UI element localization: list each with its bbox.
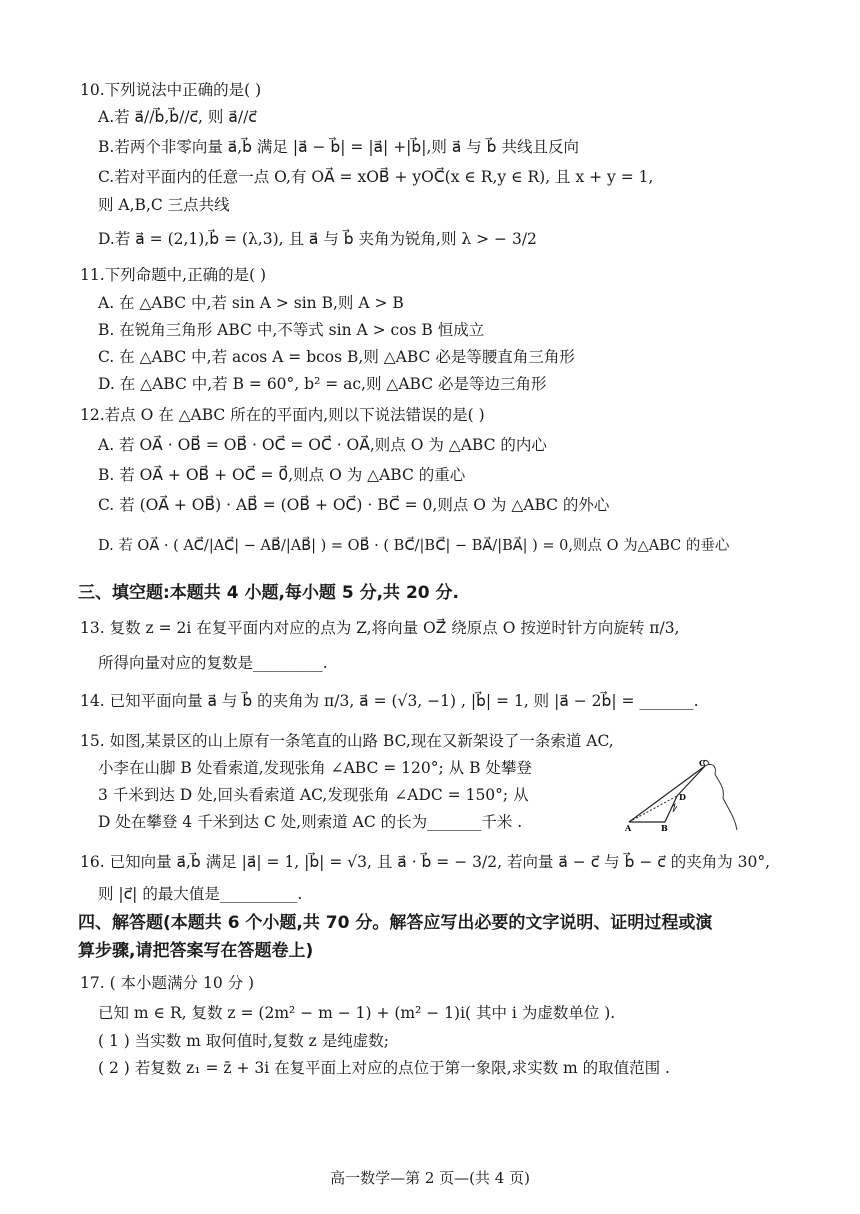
q17-stem: 已知 m ∈ R, 复数 z = (2m² − m − 1) + (m² − 1)i( 其中 i 为虚数单位 ). [98, 1004, 616, 1022]
label-b: B [661, 823, 668, 833]
q10-option-a: A.若 a⃗//b⃗,b⃗//c⃗, 则 a⃗//c⃗ [98, 108, 257, 126]
q15-line-2: 小李在山脚 B 处看索道,发现张角 ∠ABC = 120°; 从 B 处攀登 [98, 759, 532, 777]
section-solution-heading-1: 四、解答题(本题共 6 个小题,共 70 分。解答应写出必要的文字说明、证明过程或演 [78, 913, 713, 933]
q14-line: 14. 已知平面向量 a⃗ 与 b⃗ 的夹角为 π/3, a⃗ = (√3, −1) , |b⃗| = 1, 则 |a⃗ − 2b⃗| = _______. [80, 692, 699, 710]
q11-option-b: B. 在锐角三角形 ABC 中,不等式 sin A > cos B 恒成立 [98, 321, 485, 339]
q10-option-d: D.若 a⃗ = (2,1),b⃗ = (λ,3), 且 a⃗ 与 b⃗ 夹角为锐角,则 λ > − 3/2 [98, 230, 537, 248]
section-fill-in-heading: 三、填空题:本题共 4 小题,每小题 5 分,共 20 分. [78, 583, 459, 603]
q15-line-4: D 处在攀登 4 千米到达 C 处,则索道 AC 的长为_______千米 . [98, 813, 523, 831]
section-solution-heading-2: 算步骤,请把答案写在答题卷上) [78, 941, 314, 961]
q15-line-3: 3 千米到达 D 处,回头看索道 AC,发现张角 ∠ADC = 150°; 从 [98, 786, 529, 804]
q17-part-2: ( 2 ) 若复数 z₁ = z̄ + 3i 在复平面上对应的点位于第一象限,求实数 m 的取值范围 . [98, 1059, 670, 1077]
label-d: D [679, 792, 686, 802]
q12-option-d: D. 若 OA⃗ · ( AC⃗/|AC⃗| − AB⃗/|AB⃗| ) = OB⃗ · ( BC⃗/|BC⃗| − BA⃗/|BA⃗| ) = 0,则点 O 为△ABC 的垂心 [98, 538, 730, 554]
page-footer: 高一数学—第 2 页—(共 4 页) [330, 1169, 530, 1187]
q17-head: 17. ( 本小题满分 10 分 ) [80, 974, 255, 992]
q11-option-d: D. 在 △ABC 中,若 B = 60°, b² = ac,则 △ABC 必是等边三角形 [98, 375, 547, 393]
mountain-outline [705, 764, 737, 830]
q10-option-b: B.若两个非零向量 a⃗,b⃗ 满足 |a⃗ − b⃗| = |a⃗| +|b⃗|,则 a⃗ 与 b⃗ 共线且反向 [98, 138, 579, 156]
label-c: C [699, 758, 706, 768]
q12-option-c: C. 若 (OA⃗ + OB⃗) · AB⃗ = (OB⃗ + OC⃗) · BC⃗ = 0,则点 O 为 △ABC 的外心 [98, 496, 610, 514]
q16-line-1: 16. 已知向量 a⃗,b⃗ 满足 |a⃗| = 1, |b⃗| = √3, 且 a⃗ · b⃗ = − 3/2, 若向量 a⃗ − c⃗ 与 b⃗ − c⃗ 的夹角为 30°, [80, 853, 771, 871]
q10-stem: 10.下列说法中正确的是( ) [80, 81, 262, 99]
segment-ad [629, 796, 677, 822]
label-a: A [625, 823, 632, 833]
q12-option-a: A. 若 OA⃗ · OB⃗ = OB⃗ · OC⃗ = OC⃗ · OA⃗,则点 O 为 △ABC 的内心 [98, 436, 547, 454]
q12-stem: 12.若点 O 在 △ABC 所在的平面内,则以下说法错误的是( ) [80, 406, 485, 424]
q16-line-2: 则 |c⃗| 的最大值是__________. [98, 885, 303, 903]
q11-option-c: C. 在 △ABC 中,若 acos A = bcos B,则 △ABC 必是等腰直角三角形 [98, 348, 575, 366]
q17-part-1: ( 1 ) 当实数 m 取何值时,复数 z 是纯虚数; [98, 1032, 389, 1050]
q11-option-a: A. 在 △ABC 中,若 sin A > sin B,则 A > B [98, 294, 404, 312]
q11-stem: 11.下列命题中,正确的是( ) [80, 266, 267, 284]
q10-option-c-cont: 则 A,B,C 三点共线 [98, 196, 230, 214]
q13-line-2: 所得向量对应的复数是_________. [98, 654, 328, 672]
q12-option-b: B. 若 OA⃗ + OB⃗ + OC⃗ = 0⃗,则点 O 为 △ABC 的重心 [98, 466, 466, 484]
cableway-figure [617, 758, 742, 833]
cable-line-ac [629, 766, 705, 822]
q15-line-1: 15. 如图,某景区的山上原有一条笔直的山路 BC,现在又新架设了一条索道 AC, [80, 732, 614, 750]
q13-line-1: 13. 复数 z = 2i 在复平面内对应的点为 Z,将向量 OZ⃗ 绕原点 O 按逆时针方向旋转 π/3, [80, 619, 680, 637]
q10-option-c: C.若对平面内的任意一点 O,有 OA⃗ = xOB⃗ + yOC⃗(x ∈ R,y ∈ R), 且 x + y = 1, [98, 168, 654, 186]
